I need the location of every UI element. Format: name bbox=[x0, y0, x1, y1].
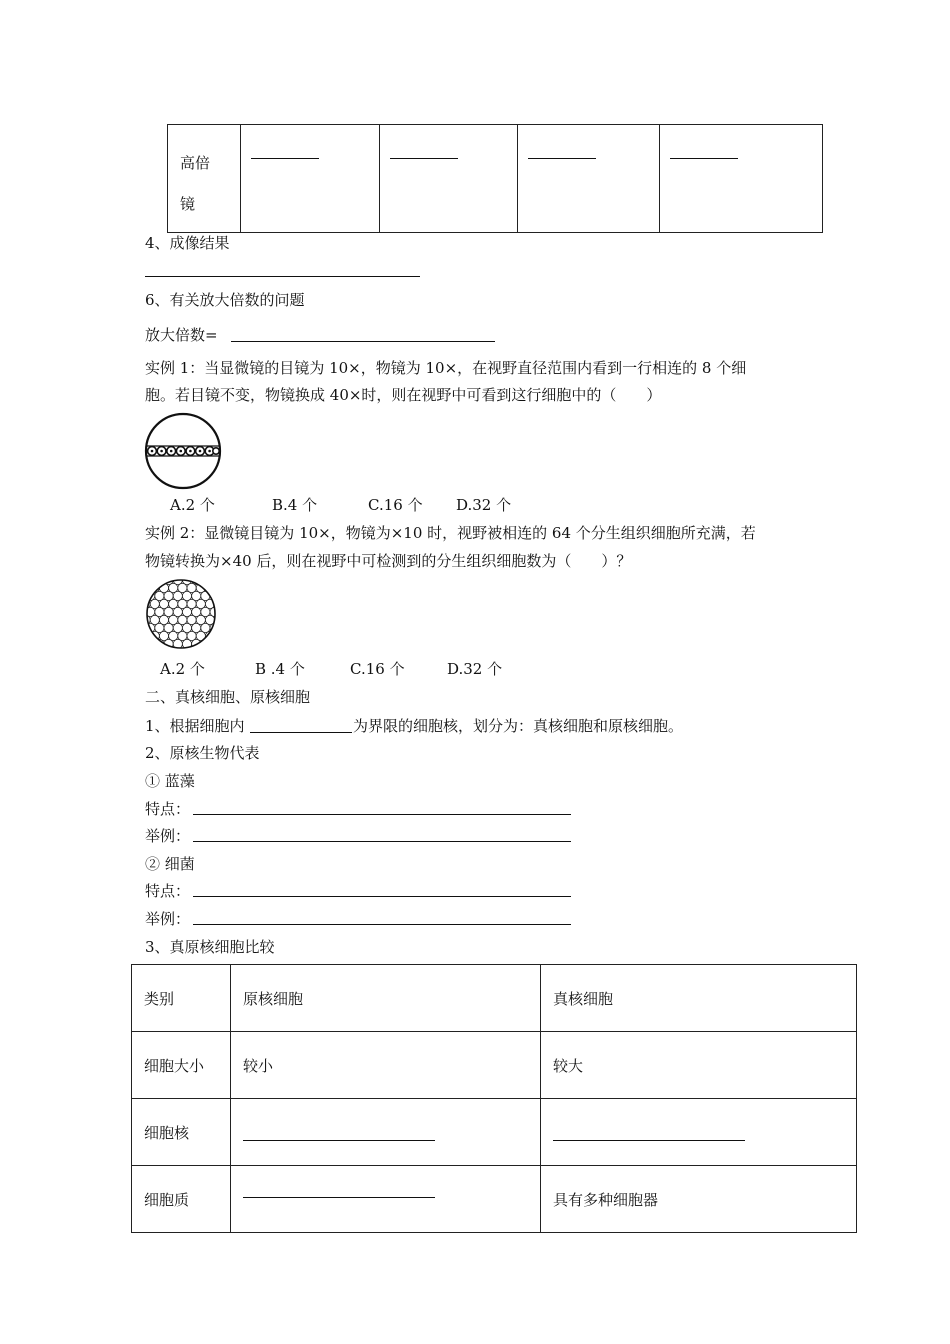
magnification-formula-label: 放大倍数= bbox=[145, 326, 218, 344]
header-category: 类别 bbox=[132, 965, 231, 1032]
cell-prokaryote: 较小 bbox=[231, 1032, 541, 1099]
example-2-option-b: B .4 个 bbox=[255, 660, 305, 678]
example-1-line1: 实例 1：当显微镜的目镜为 10×，物镜为 10×，在视野直径范围内看到一行相连的 8 个细 bbox=[145, 359, 747, 377]
imaging-result-blank bbox=[145, 276, 420, 277]
example-1-option-b: B.4 个 bbox=[272, 496, 318, 514]
example-2-line2: 物镜转换为×40 后，则在视野中可检测到的分生组织细胞数为（ ）？ bbox=[145, 552, 632, 570]
fill-blank bbox=[390, 158, 458, 159]
table-row bbox=[132, 1166, 857, 1233]
blue-algae-example-blank bbox=[193, 841, 571, 842]
nucleus-boundary-blank bbox=[250, 732, 352, 733]
example-2-line1: 实例 2：显微镜目镜为 10×，物镜为×10 时，视野被相连的 64 个分生组织细胞所充满，若 bbox=[145, 524, 756, 542]
fill-blank bbox=[528, 158, 596, 159]
magnification-formula-blank bbox=[231, 341, 495, 342]
row-label-line1: 高倍 bbox=[180, 154, 211, 172]
field-of-view-row-of-cells bbox=[145, 413, 221, 489]
section-4-heading: 4、成像结果 bbox=[145, 234, 230, 252]
cell-eukaryote-blank bbox=[541, 1099, 857, 1166]
cell-prokaryote-blank bbox=[231, 1166, 541, 1233]
blue-algae-example-label: 举例： bbox=[145, 827, 191, 845]
example-1-option-a: A.2 个 bbox=[170, 496, 215, 514]
bacteria-example-blank bbox=[193, 924, 571, 925]
part-2-item-3: 3、真原核细胞比较 bbox=[145, 938, 275, 956]
fill-blank bbox=[243, 1197, 435, 1198]
bacteria-heading: ② 细菌 bbox=[145, 855, 195, 873]
blank-cell bbox=[241, 125, 380, 233]
cell-eukaryote: 较大 bbox=[541, 1032, 857, 1099]
section-6-heading: 6、有关放大倍数的问题 bbox=[145, 291, 305, 309]
row-label-high-power bbox=[168, 125, 241, 233]
bacteria-example-label: 举例： bbox=[145, 910, 191, 928]
table-header-row bbox=[132, 965, 857, 1032]
example-1-option-c: C.16 个 bbox=[368, 496, 423, 514]
table-row bbox=[132, 1099, 857, 1166]
table-row bbox=[132, 1032, 857, 1099]
part-2-item-1-suffix: 为界限的细胞核，划分为：真核细胞和原核细胞。 bbox=[353, 717, 684, 735]
example-1-option-d: D.32 个 bbox=[456, 496, 512, 514]
header-prokaryote: 原核细胞 bbox=[231, 965, 541, 1032]
example-2-option-a: A.2 个 bbox=[160, 660, 205, 678]
example-2-option-c: C.16 个 bbox=[350, 660, 405, 678]
cell-prokaryote-blank bbox=[231, 1099, 541, 1166]
cell-comparison-table bbox=[131, 964, 857, 1233]
example-2-option-d: D.32 个 bbox=[447, 660, 503, 678]
part-2-item-2: 2、原核生物代表 bbox=[145, 744, 260, 762]
fill-blank bbox=[251, 158, 319, 159]
cell-eukaryote: 具有多种细胞器 bbox=[541, 1166, 857, 1233]
field-of-view-filled-cells bbox=[145, 578, 217, 650]
example-1-line2: 胞。若目镜不变，物镜换成 40×时，则在视野中可看到这行细胞中的（ ） bbox=[145, 386, 662, 404]
bacteria-trait-label: 特点： bbox=[145, 882, 191, 900]
cell-category: 细胞质 bbox=[132, 1166, 231, 1233]
blank-cell bbox=[660, 125, 823, 233]
part-2-item-1-prefix: 1、根据细胞内 bbox=[145, 717, 245, 735]
magnification-table bbox=[167, 124, 823, 233]
blank-cell bbox=[518, 125, 660, 233]
fill-blank bbox=[670, 158, 738, 159]
cell-category: 细胞核 bbox=[132, 1099, 231, 1166]
row-label-line2: 镜 bbox=[180, 195, 196, 213]
bacteria-trait-blank bbox=[193, 896, 571, 897]
part-2-title: 二、真核细胞、原核细胞 bbox=[145, 688, 311, 706]
blue-algae-heading: ① 蓝藻 bbox=[145, 772, 195, 790]
fill-blank bbox=[553, 1140, 745, 1141]
blank-cell bbox=[380, 125, 518, 233]
header-eukaryote: 真核细胞 bbox=[541, 965, 857, 1032]
blue-algae-trait-label: 特点： bbox=[145, 800, 191, 818]
fill-blank bbox=[243, 1140, 435, 1141]
cell-category: 细胞大小 bbox=[132, 1032, 231, 1099]
blue-algae-trait-blank bbox=[193, 814, 571, 815]
